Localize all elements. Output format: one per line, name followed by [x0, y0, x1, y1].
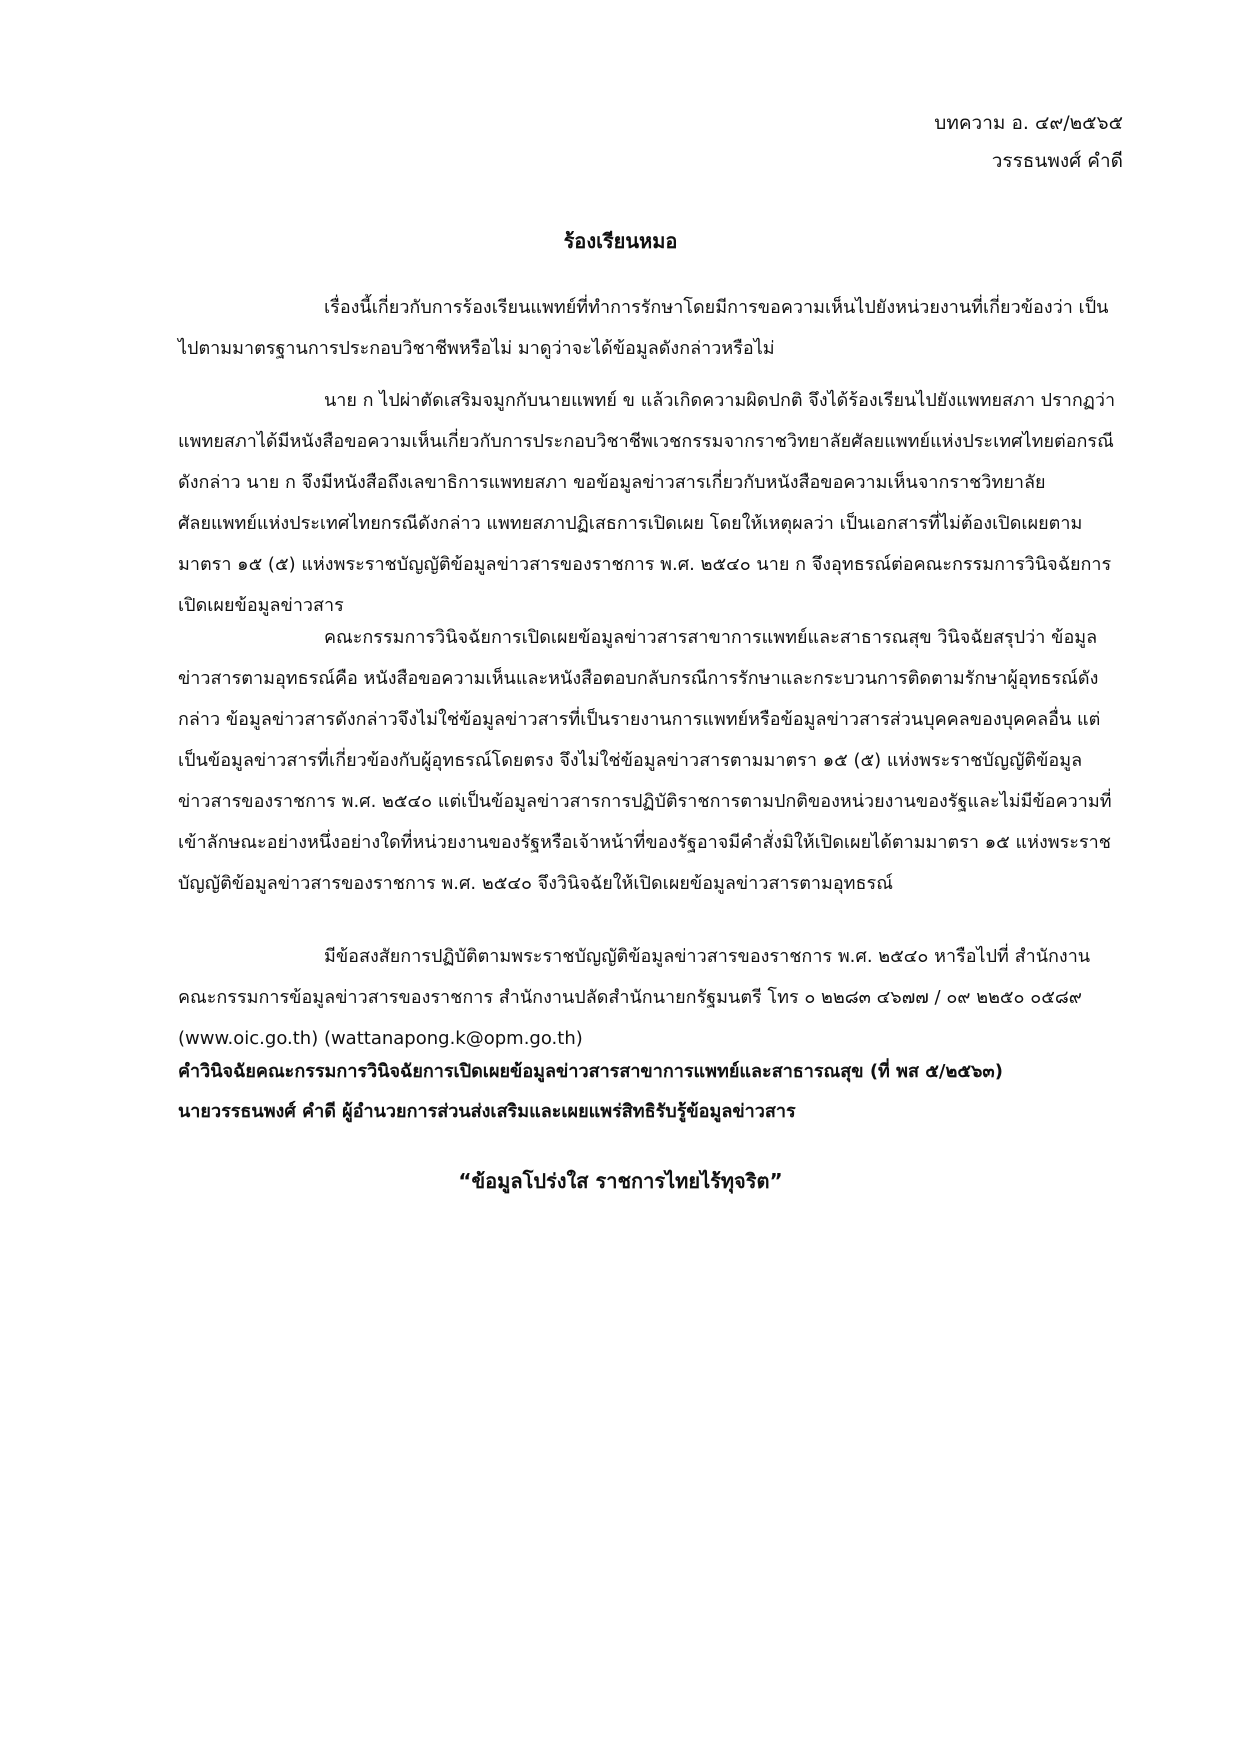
- document-title: ร้องเรียนหมอ: [563, 229, 678, 253]
- reference-footer: [178, 1052, 1123, 1132]
- contact-paragraph: มีข้อสงสัยการปฏิบัติตามพระราชบัญญัติข้อมูลข่าวสารของราชการ พ.ศ. ๒๕๔๐ หารือไปที่ สำนักงานคณะกรรมการข้อมูลข่าวสารของราชการ สำนักงานปลัดสำนักนายกรัฐมนตรี โทร ๐ ๒๒๘๓ ๔๖๗๗ / ๐๙ ๒๒๕๐ ๐๕๘๙ (www.oic.go.th) (wattanapong.k@opm.go.th): [178, 946, 1091, 1049]
- decision-reference: คำวินิจฉัยคณะกรรมการวินิจฉัยการเปิดเผยข้อมูลข่าวสารสาขาการแพทย์และสาธารณสุข (ที่ พส ๕/๒๕๖๓): [178, 1061, 1003, 1082]
- author-signature-line: นายวรรธนพงศ์ คำดี ผู้อำนวยการส่วนส่งเสริมและเผยแพร่สิทธิรับรู้ข้อมูลข่าวสาร: [178, 1101, 796, 1122]
- facts-paragraph: นาย ก ไปผ่าตัดเสริมจมูกกับนายแพทย์ ข แล้วเกิดความผิดปกติ จึงได้ร้องเรียนไปยังแพทยสภา ปรากฏว่าแพทยสภาได้มีหนังสือขอความเห็นเกี่ยวกับการประกอบวิชาชีพเวชกรรมจากราชวิทยาลัยศัลยแพทย์แห่งประเทศไทยต่อกรณีดังกล่าว นาย ก จึงมีหนังสือถึงเลขาธิการแพทยสภา ขอข้อมูลข่าวสารเกี่ยวกับหนังสือขอความเห็นจากราชวิทยาลัยศัลยแพทย์แห่งประเทศไทยกรณีดังกล่าว แพทยสภาปฏิเสธการเปิดเผย โดยให้เหตุผลว่า เป็นเอกสารที่ไม่ต้องเปิดเผยตามมาตรา ๑๕ (๕) แห่งพระราชบัญญัติข้อมูลข่าวสารของราชการ พ.ศ. ๒๕๔๐ นาย ก จึงอุทธรณ์ต่อคณะกรรมการวินิจฉัยการเปิดเผยข้อมูลข่าวสาร: [178, 390, 1116, 616]
- article-reference: บทความ อ. ๔๙/๒๕๖๕: [934, 112, 1123, 134]
- ruling-paragraph: คณะกรรมการวินิจฉัยการเปิดเผยข้อมูลข่าวสารสาขาการแพทย์และสาธารณสุข วินิจฉัยสรุปว่า ข้อมูลข่าวสารตามอุทธรณ์คือ หนังสือขอความเห็นและหนังสือตอบกลับกรณีการรักษาและกระบวนการติดตามรักษาผู้อุทธรณ์ดังกล่าว ข้อมูลข่าวสารดังกล่าวจึงไม่ใช่ข้อมูลข่าวสารที่เป็นรายงานการแพทย์หรือข้อมูลข่าวสารส่วนบุคคลของบุคคลอื่น แต่เป็นข้อมูลข่าวสารที่เกี่ยวข้องกับผู้อุทธรณ์โดยตรง จึงไม่ใช่ข้อมูลข่าวสารตามมาตรา ๑๕ (๕) แห่งพระราชบัญญัติข้อมูลข่าวสารของราชการ พ.ศ. ๒๕๔๐ แต่เป็นข้อมูลข่าวสารการปฏิบัติราชการตามปกติของหน่วยงานของรัฐและไม่มีข้อความที่เข้าลักษณะอย่างหนึ่งอย่างใดที่หน่วยงานของรัฐหรือเจ้าหน้าที่ของรัฐอาจมีคำสั่งมิให้เปิดเผยได้ตามมาตรา ๑๕ แห่งพระราชบัญญัติข้อมูลข่าวสารของราชการ พ.ศ. ๒๕๔๐ จึงวินิจฉัยให้เปิดเผยข้อมูลข่าวสารตามอุทธรณ์: [178, 627, 1112, 894]
- slogan: “ข้อมูลโปร่งใส ราชการไทยไร้ทุจริต”: [458, 1169, 783, 1193]
- document-header: [934, 104, 1123, 180]
- intro-paragraph: เรื่องนี้เกี่ยวกับการร้องเรียนแพทย์ที่ทำการรักษาโดยมีการขอความเห็นไปยังหน่วยงานที่เกี่ยวข้องว่า เป็นไปตามมาตรฐานการประกอบวิชาชีพหรือไม่ มาดูว่าจะได้ข้อมูลดังกล่าวหรือไม่: [178, 297, 1109, 359]
- author-name: วรรธนพงศ์ คำดี: [991, 150, 1123, 172]
